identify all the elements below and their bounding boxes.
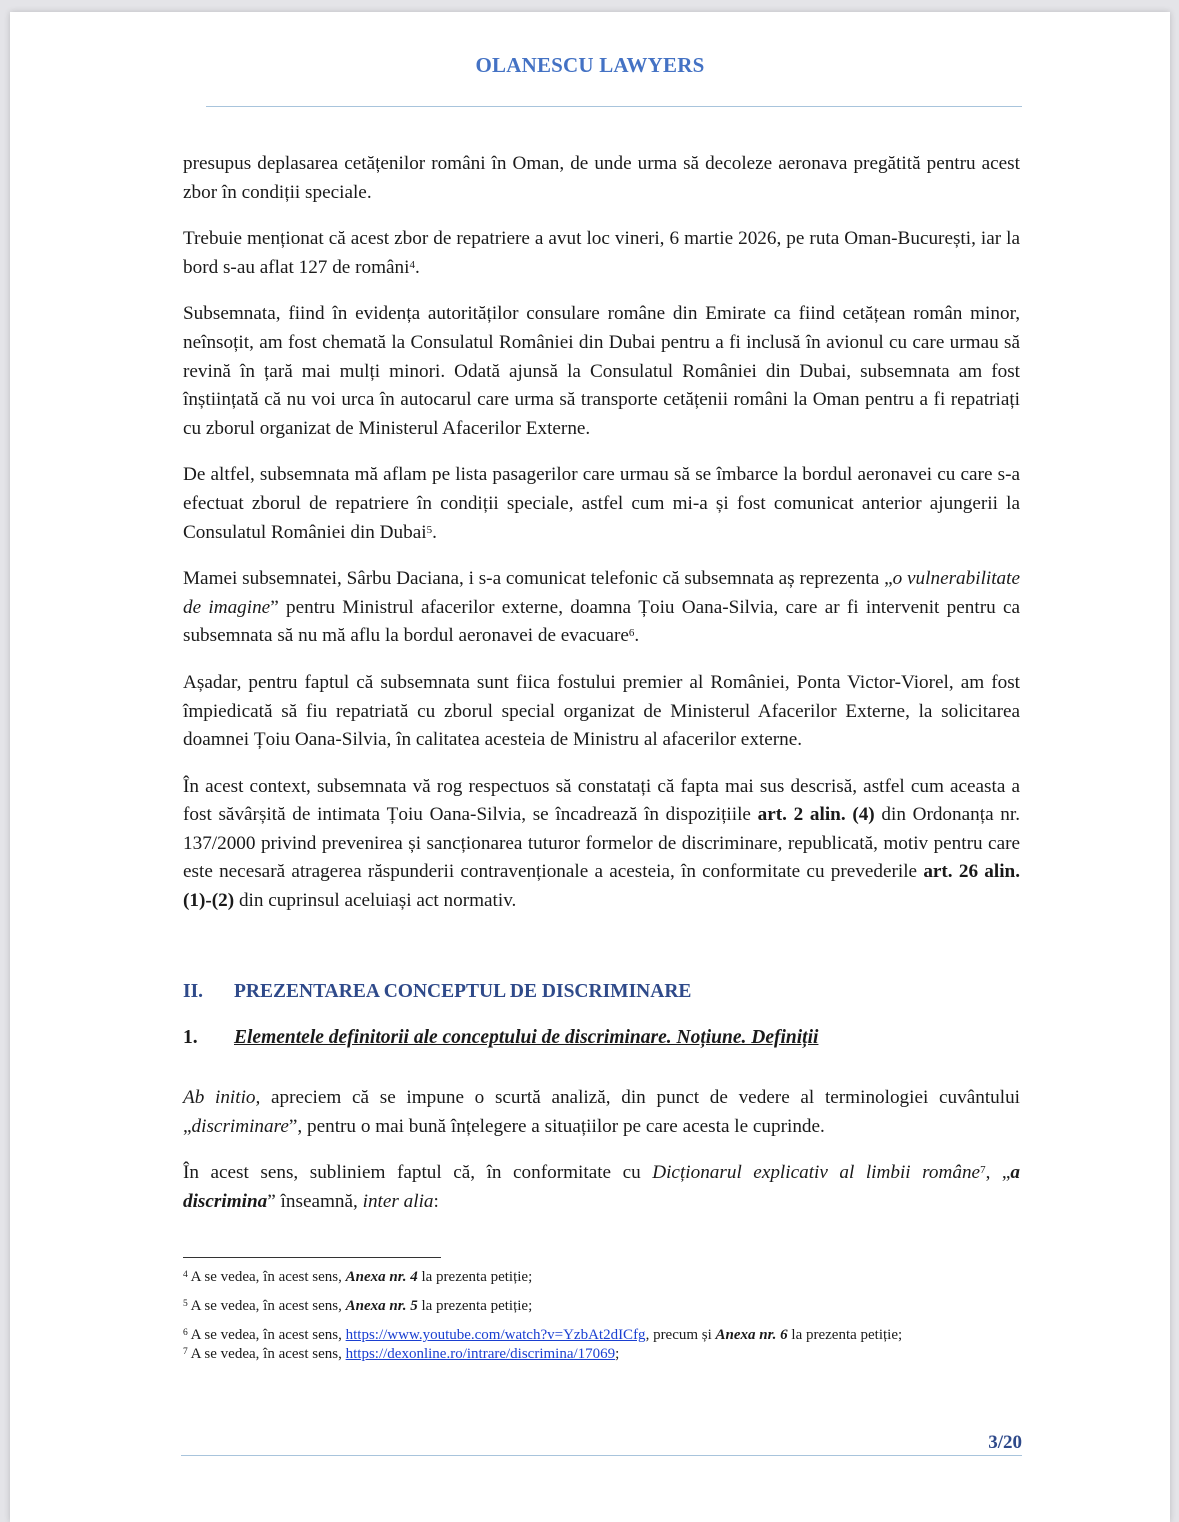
footnote: $^5$ A se vedea, în acest sens, Anexa nr. 5 la prezenta petiție; [183, 1298, 533, 1314]
document-page [10, 12, 1170, 1522]
section-number: II. [183, 981, 204, 1002]
header-divider [206, 106, 1022, 107]
footnote-separator [183, 1257, 441, 1258]
italic-quote: o vulnerabilitate de imagine [183, 568, 1021, 618]
paragraph: Trebuie menționat că acest zbor de repatriere a avut loc vineri, 6 martie 2026, pe ruta Oman-București, iar la bord s-au aflat 127 de români$^4$. [183, 228, 1020, 278]
legal-reference: art. 2 alin. (4) [757, 804, 875, 826]
footnote-ref[interactable]: 5 [426, 523, 433, 536]
section-heading [183, 981, 691, 1003]
paragraph: De altfel, subsemnata mă aflam pe lista pasagerilor care urmau să se îmbarce la bordul aeronavei cu care s-a efectuat zborul de repatriere în condiții speciale, astfel cum mi-a și fost comunicat anterior ajungerii la Consulatul României din Dubai$^5$. [183, 464, 1020, 543]
section-title: PREZENTAREA CONCEPTUL DE DISCRIMINARE [234, 981, 692, 1002]
body-text [183, 150, 1020, 934]
paragraph: În acest sens, subliniem faptul că, în conformitate cu Dicționarul explicativ al limbii române$^7$, „a discrimina” înseamnă, inter alia: [183, 1162, 1020, 1212]
footnote: $^6$ A se vedea, în acest sens, https://www.youtube.com/watch?v=YzbAt2dICfg, precum și Anexa nr. 6 la prezenta petiție; [183, 1327, 903, 1343]
paragraph: În acest context, subsemnata vă rog respectuos să constatați că fapta mai sus descrisă, astfel cum aceasta a fost săvârșită de intimata Țoiu Oana-Silvia, se încadrează în dispozițiile art. 2 alin. (4) din Ordonanța nr. 137/2000 privind prevenirea și sancționarea tuturor formelor de discriminare, republicată, motiv pentru care este necesară atragerea răspunderii contravenționale a acesteia, în conformitate cu prevederile art. 26 alin. (1)-(2) din cuprinsul aceluiași act normativ. [183, 775, 1020, 912]
footnote: $^7$ A se vedea, în acest sens, https://dexonline.ro/intrare/discrimina/17069; [183, 1346, 620, 1362]
footnotes [183, 1268, 1033, 1364]
footnote: $^4$ A se vedea, în acest sens, Anexa nr. 4 la prezenta petiție; [183, 1269, 533, 1285]
paragraph: Așadar, pentru faptul că subsemnata sunt fiica fostului premier al României, Ponta Victor-Viorel, am fost împiedicată să fiu repatriată cu zborul special organizat de Ministerul Afacerilor Externe, la solicitarea doamnei Țoiu Oana-Silvia, în calitatea acesteia de Ministru al afacerilor externe. [183, 671, 1020, 751]
defined-term: a discrimina [183, 1162, 1020, 1212]
body-text-section-2 [183, 1084, 1020, 1234]
subsection-number: 1. [183, 1027, 198, 1048]
page-number: 3/20 [988, 1432, 1022, 1453]
legal-reference: art. 26 alin. (1)-(2) [183, 861, 1020, 912]
youtube-link[interactable]: https://www.youtube.com/watch?v=YzbAt2dICfg [345, 1327, 646, 1343]
dictionary-reference: Dicționarul explicativ al limbii române [652, 1162, 981, 1184]
paragraph: Subsemnata, fiind în evidența autorităților consulare române din Emirate ca fiind cetățean român minor, neînsoțit, am fost chemată la Consulatul României din Dubai pentru a fi inclusă în avionul cu care urmau să revină în țară mai mulți minori. Odată ajunsă la Consulatul României din Dubai, subsemnata am fost înștiințată că nu voi urca în autocarul care urma să transporte cetățenii români la Oman pentru a fi repatriați cu zborul organizat de Ministerul Afacerilor Externe. [183, 303, 1020, 439]
footnote-ref[interactable]: 4 [409, 258, 415, 271]
footnote-ref[interactable]: 7 [980, 1164, 986, 1177]
subsection-title: Elementele definitorii ale conceptului de discriminare. Noțiune. Definiții [234, 1027, 819, 1048]
paragraph: presupus deplasarea cetățenilor români în Oman, de unde urma să decoleze aeronava pregătită pentru acest zbor în condiții speciale. [183, 153, 1020, 203]
header-firm-name: OLANESCU LAWYERS [475, 53, 705, 77]
footnote-ref[interactable]: 6 [628, 627, 635, 640]
paragraph: Mamei subsemnatei, Sârbu Daciana, i s-a comunicat telefonic că subsemnata aș reprezenta „o vulnerabilitate de imagine” pentru Ministrul afacerilor externe, doamna Țoiu Oana-Silvia, care ar fi intervenit pentru ca subsemnata să nu mă aflu la bordul aeronavei de evacuare$^6$. [183, 568, 1021, 647]
paragraph: Ab initio, apreciem că se impune o scurtă analiză, din punct de vedere al terminologiei cuvântului „discriminare”, pentru o mai bună înțelegere a situațiilor pe care acesta le cuprinde. [183, 1087, 1021, 1137]
dexonline-link[interactable]: https://dexonline.ro/intrare/discrimina/17069 [345, 1346, 616, 1362]
subsection-heading [183, 1027, 818, 1049]
footer-divider [181, 1455, 1022, 1456]
